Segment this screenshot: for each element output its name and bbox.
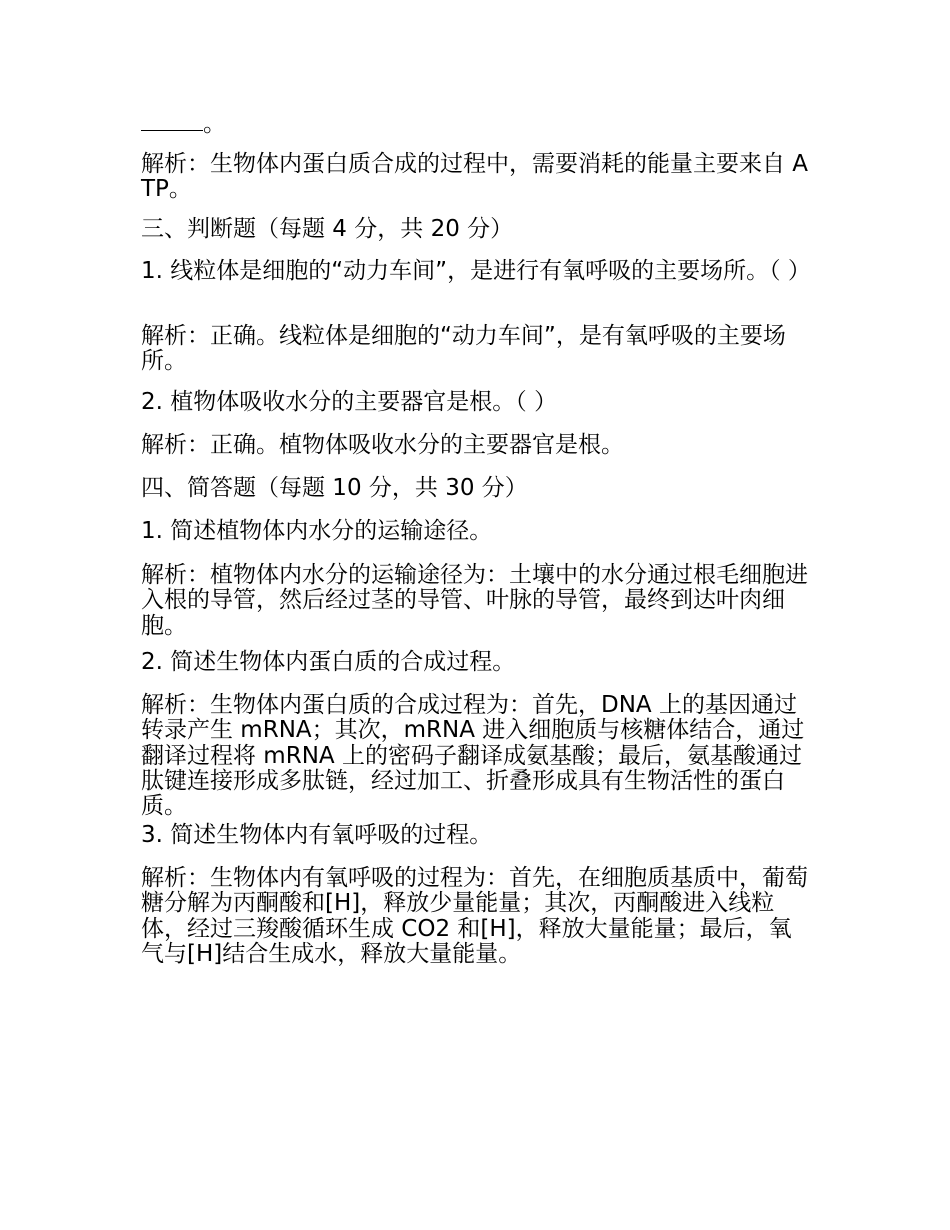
question-tf-1: 1. 线粒体是细胞的“动力车间”，是进行有氧呼吸的主要场所。（ ）: [141, 258, 811, 284]
analysis-atp: 解析：生物体内蛋白质合成的过程中，需要消耗的能量主要来自 ATP。: [141, 151, 809, 203]
question-sa-3: 3. 简述生物体内有氧呼吸的过程。: [141, 822, 493, 848]
analysis-tf-1: 解析：正确。线粒体是细胞的“动力车间”，是有氧呼吸的主要场所。: [141, 323, 786, 375]
question-sa-1: 1. 简述植物体内水分的运输途径。: [141, 518, 493, 544]
analysis-sa-1: 解析：植物体内水分的运输途径为：土壤中的水分通过根毛细胞进入根的导管，然后经过茎的导管、叶脉的导管，最终到达叶肉细胞。: [141, 562, 808, 639]
question-tf-2: 2. 植物体吸收水分的主要器官是根。（ ）: [141, 389, 558, 415]
analysis-tf-2: 解析：正确。植物体吸收水分的主要器官是根。: [141, 432, 624, 458]
section-heading-short-answer: 四、简答题（每题 10 分，共 30 分）: [141, 475, 528, 501]
analysis-sa-3: 解析：生物体内有氧呼吸的过程为：首先，在细胞质基质中，葡萄糖分解为丙酮酸和[H]，释放少量能量；其次，丙酮酸进入线粒体，经过三羧酸循环生成 CO2 和[H]，释放大量能量；最后，氧气与[H]结合生成水，释放大量能量。: [141, 865, 808, 967]
analysis-sa-2: 解析：生物体内蛋白质的合成过程为：首先，DNA 上的基因通过转录产生 mRNA；其次，mRNA 进入细胞质与核糖体结合，通过翻译过程将 mRNA 上的密码子翻译成氨基酸；最后，氨基酸通过肽键连接形成多肽链，经过加工、折叠形成具有生物活性的蛋白质。: [141, 692, 805, 820]
blank-underline: [141, 113, 203, 131]
fill-in-blank-line: [141, 112, 226, 137]
section-heading-true-false: 三、判断题（每题 4 分，共 20 分）: [141, 216, 514, 242]
question-sa-2: 2. 简述生物体内蛋白质的合成过程。: [141, 649, 516, 675]
blank-tail: 。: [203, 111, 226, 137]
